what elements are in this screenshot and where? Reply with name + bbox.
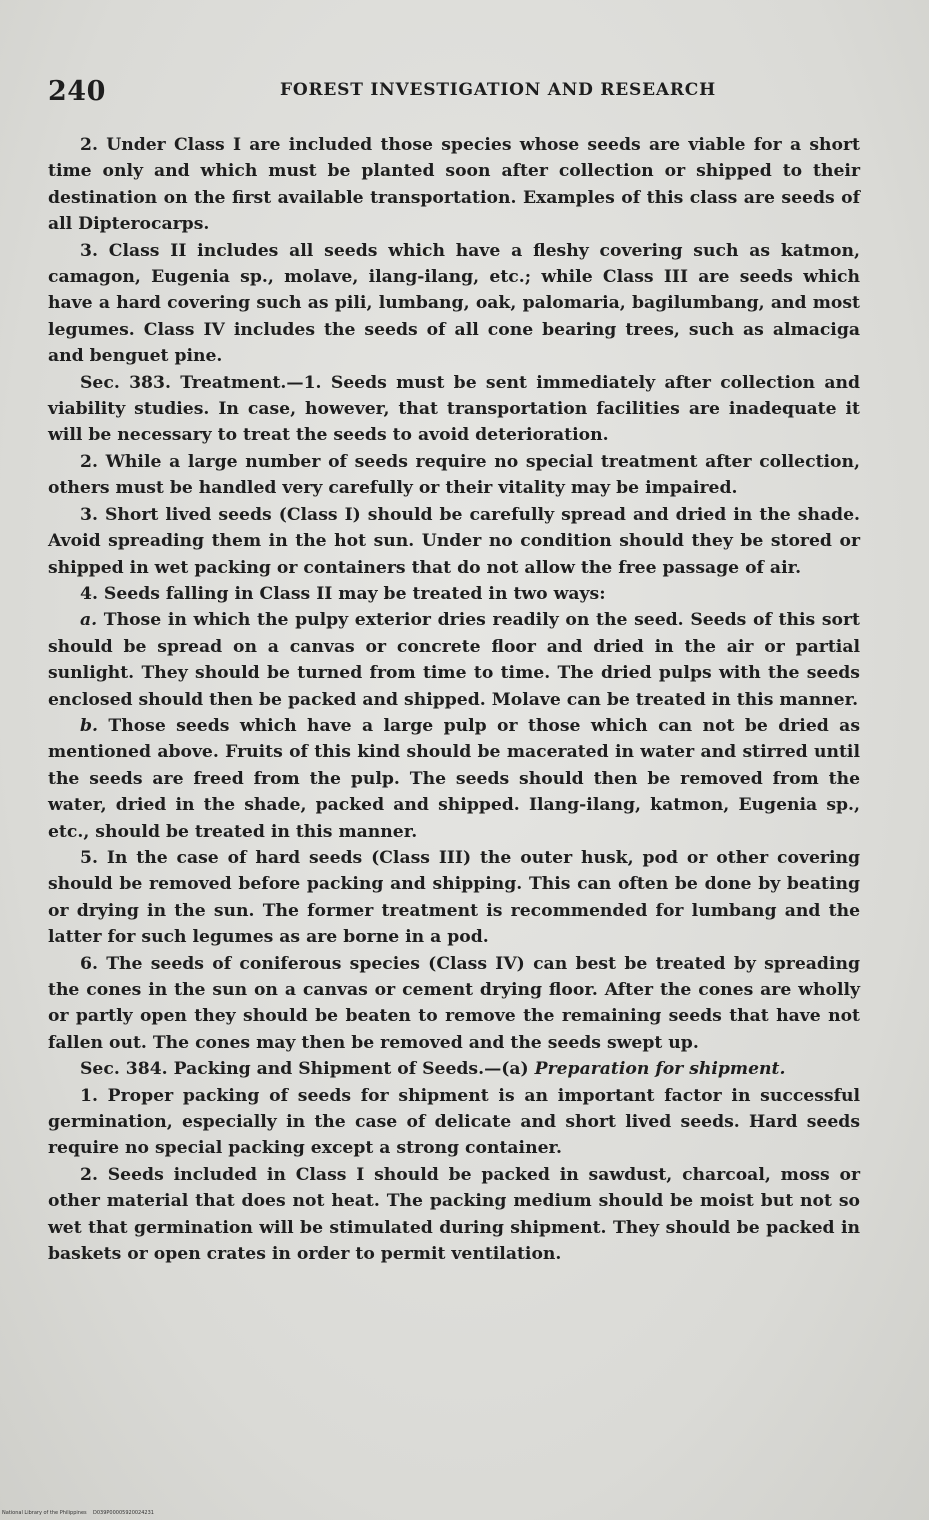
item-a-text: Those in which the pulpy exterior dries readily on the seed. Seeds of this sort should be spread on a canvas or concrete floor and dried in the air or partial sunlight. They should be turned from time to time. The dried pulps with the seeds enclosed should then be packed and shipped. Molave can be treated in this manner. [48,610,860,710]
section-383 [48,370,860,449]
section-384-subtitle: Preparation for shipment. [534,1059,786,1080]
item-a-label: a. [80,610,98,631]
page-header [48,76,868,110]
item-a [48,607,860,713]
running-title: FOREST INVESTIGATION AND RESEARCH [280,80,716,100]
section-383-text: —1. Seeds must be sent immediately after collection and viability studies. In case, however, that transportation facilities are inadequate it will be necessary to treat the seeds to avoid deterioration. [48,372,860,446]
section-384 [48,1056,860,1082]
paragraph-384-1: 1. Proper packing of seeds for shipment is an important factor in successful germination, especially in the case of delicate and short lived seeds. Hard seeds require no special packing except a strong container. [48,1085,860,1159]
paragraph-383-5: 5. In the case of hard seeds (Class III) the outer husk, pod or other covering should be removed before packing and shipping. This can often be done by beating or drying in the sun. The former treatment is recommended for lumbang and the latter for such legumes as are borne in a pod. [48,847,860,948]
section-384-dash: —(a) [484,1059,535,1080]
paragraph-383-2: 2. While a large number of seeds require no special treatment after collection, others must be handled very carefully or their vitality may be impaired. [48,451,860,499]
body-text [48,132,860,1267]
section-383-heading: Sec. 383. Treatment. [80,372,287,393]
item-b-text: Those seeds which have a large pulp or those which can not be dried as mentioned above. Fruits of this kind should be macerated in water and stirred until the seeds are freed from the pulp. The seeds should then be removed from the water, dried in the shade, packed and shipped. Ilang-ilang, katmon, Eugenia sp., etc., should be treated in this manner. [48,715,860,842]
item-b [48,713,860,845]
section-384-heading: Sec. 384. Packing and Shipment of Seeds. [80,1059,485,1080]
paragraph-384-2: 2. Seeds included in Class I should be packed in sawdust, charcoal, moss or other material that does not heat. The packing medium should be moist but not so wet that germination will be stimulated during shipment. They should be packed in baskets or open crates in order to permit ventilation. [48,1164,860,1265]
footer-library: National Library of the Philippines [2,1510,87,1516]
paragraph-383-3: 3. Short lived seeds (Class I) should be carefully spread and dried in the shade. Avoid spreading them in the hot sun. Under no condition should they be stored or shipped in wet packing or containers that do not allow the free passage of air. [48,504,860,578]
scan-footer [2,1510,154,1516]
paragraph-class-i: 2. Under Class I are included those species whose seeds are viable for a short time only and which must be planted soon after collection or shipped to their destination on the first available transportation. Examples of this class are seeds of all Dipterocarps. [48,135,860,235]
paragraph-383-6: 6. The seeds of coniferous species (Class IV) can best be treated by spreading the cones in the sun on a canvas or cement drying floor. After the cones are wholly or partly open they should be beaten to remove the remaining seeds that have not fallen out. The cones may then be removed and the seeds swept up. [48,953,860,1053]
page-number: 240 [48,76,106,107]
item-b-label: b. [80,715,99,736]
paragraph-class-ii-iv: 3. Class II includes all seeds which have a fleshy covering such as katmon, camagon, Eugenia sp., molave, ilang-ilang, etc.; while Class III are seeds which have a hard covering such as pili, lumbang, oak, palomaria, bagilumbang, and most legumes. Class IV includes the seeds of all cone bearing trees, such as almaciga and benguet pine. [48,240,860,367]
paragraph-383-4: 4. Seeds falling in Class II may be treated in two ways: [80,583,606,604]
footer-code: D039P00005920024231 [93,1510,154,1516]
